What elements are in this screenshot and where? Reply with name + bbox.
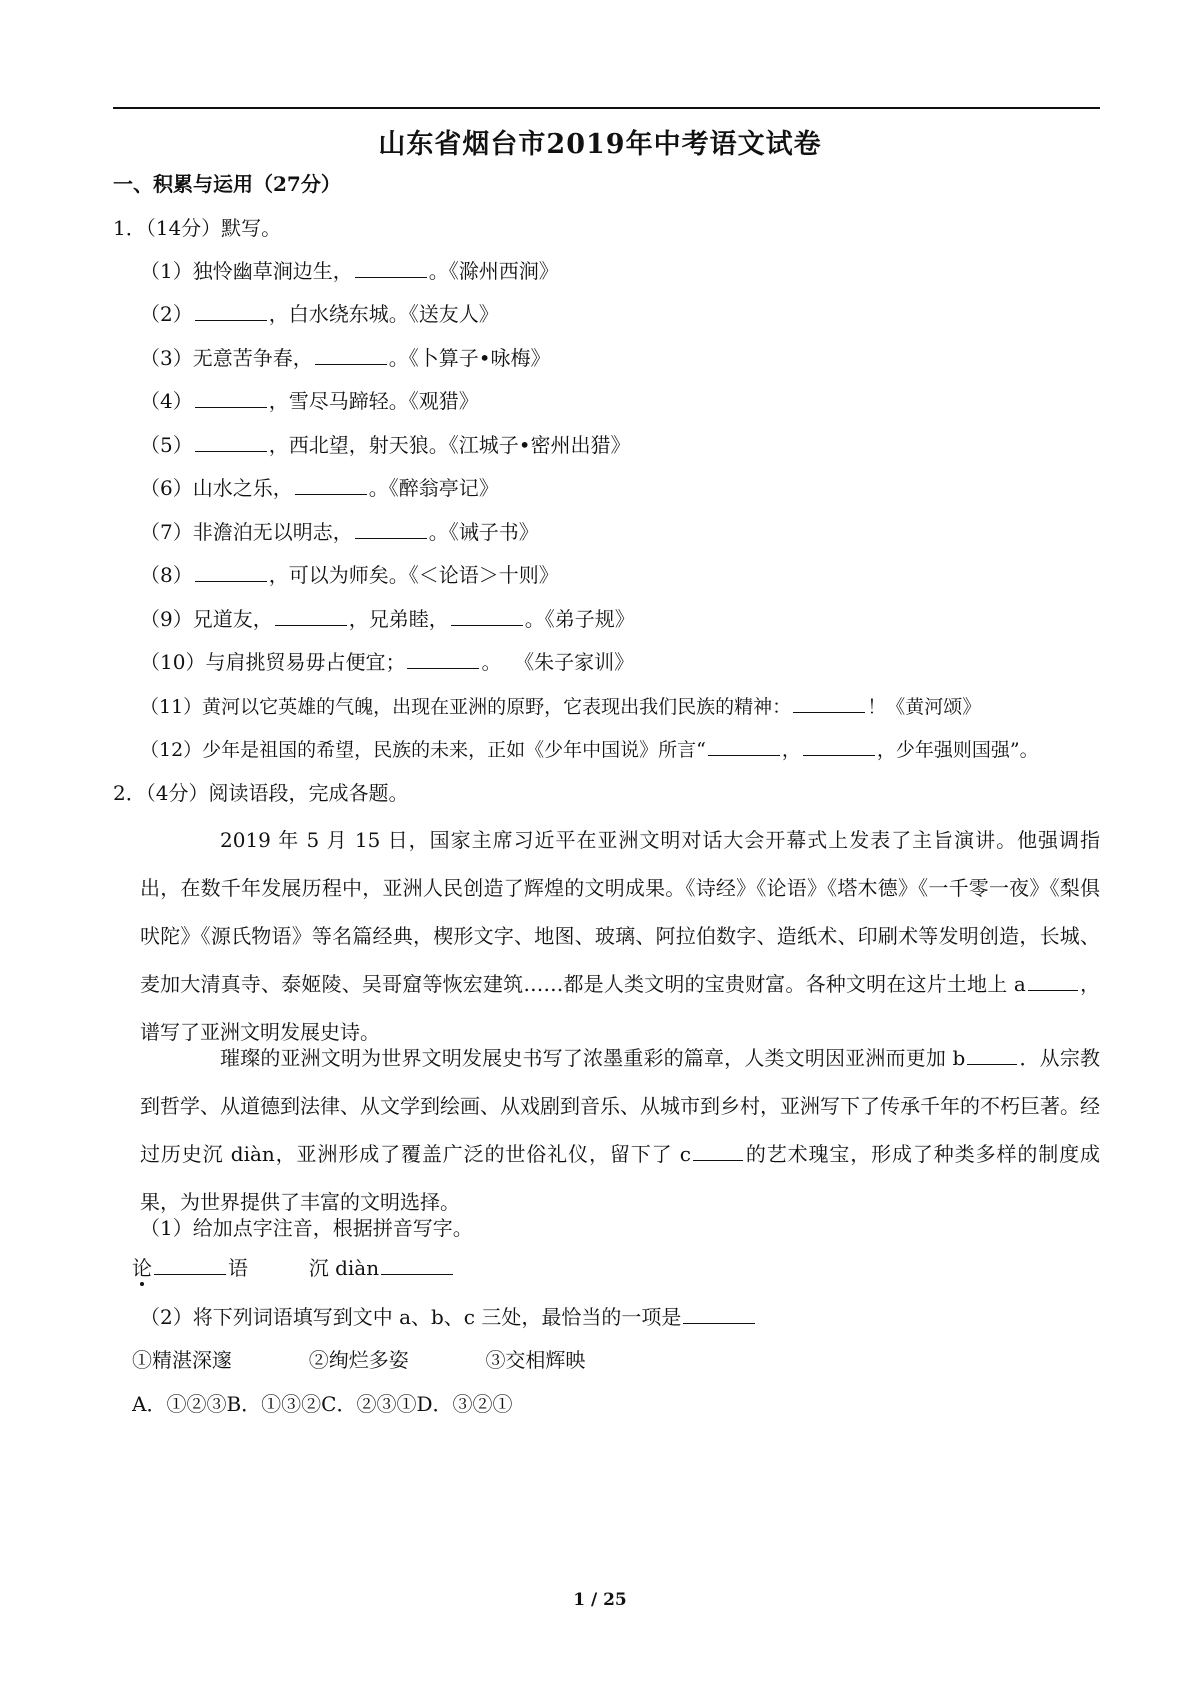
answer-blank[interactable] [355,257,427,278]
answer-blank[interactable] [154,1254,226,1275]
answer-blank[interactable] [275,605,347,626]
list-item: （12）少年是祖国的希望，民族的未来，正如《少年中国说》所言“ ， ，少年强则国强”。 [140,735,1039,764]
list-item: （7）非澹泊无以明志， 。《诫子书》 [140,520,539,544]
list-item: （3）无意苦争春， 。《卜算子•咏梅》 [140,346,551,370]
page-title: 山东省烟台市2019年中考语文试卷 [378,129,822,160]
answer-blank[interactable] [967,1044,1017,1065]
list-item: （2） ，白水绕东城。《送友人》 [140,302,499,326]
reading-paragraph-2: 璀璨的亚洲文明为世界文明发展史书写了浓墨重彩的篇章，人类文明因亚洲而更加 b ．从宗教到哲学、从道德到法律、从文学到绘画、从戏剧到音乐、从城市到乡村，亚洲写下了传承千年的不朽巨著。经过历史沉 diàn，亚洲形成了覆盖广泛的世俗礼仪，留下了 c 的艺术瑰宝，形成了种类多样的制度成果，为世界提供了丰富的文明选择。 [140,1046,1101,1214]
answer-blank[interactable] [355,518,427,539]
reading-paragraph-1: 2019 年 5 月 15 日，国家主席习近平在亚洲文明对话大会开幕式上发表了主旨演讲。他强调指出，在数千年发展历程中，亚洲人民创造了辉煌的文明成果。《诗经》《论语》《塔木德》《一千零一夜》《梨俱吠陀》《源氏物语》等名篇经典，楔形文字、地图、玻璃、阿拉伯数字、造纸术、印刷术等发明创造，长城、麦加大清真寺、泰姬陵、吴哥窟等恢宏建筑……都是人类文明的宝贵财富。各种文明在这片土地上 a ，谱写了亚洲文明发展史诗。 [140,828,1101,1044]
answer-blank[interactable] [315,344,387,365]
header-rule [113,107,1100,109]
word-option: ②绚烂多姿 [308,1348,409,1372]
answer-blank[interactable] [708,735,780,756]
section-heading: 一、积累与运用（27分） [113,172,341,196]
q2-stem: 2．（4分）阅读语段，完成各题。 [113,781,409,805]
answer-blank[interactable] [195,431,267,452]
answer-blank[interactable] [1028,970,1078,991]
list-item: （9）兄道友， ，兄弟睦， 。《弟子规》 [140,607,635,631]
list-item: （11）黄河以它英雄的气魄，出现在亚洲的原野，它表现出我们民族的精神： ！《黄河颂》 [140,692,981,721]
list-item: （6）山水之乐， 。《醉翁亭记》 [140,476,499,500]
page-number: 1 / 25 [573,1590,627,1610]
list-item: （8） ，可以为师矣。《＜论语＞十则》 [140,563,559,587]
answer-blank[interactable] [195,561,267,582]
sub-question-1: （1）给加点字注音，根据拼音写字。 [140,1216,473,1240]
answer-blank[interactable] [683,1303,755,1324]
answer-blank[interactable] [195,387,267,408]
list-item: （1）独怜幽草涧边生， 。《滁州西涧》 [140,259,559,283]
answer-blank[interactable] [195,300,267,321]
list-item: （10）与肩挑贸易毋占便宜； 。 《朱子家训》 [140,650,635,674]
word-option: ①精湛深邃 [132,1348,232,1372]
answer-blank[interactable] [407,648,479,669]
word-option: ③交相辉映 [485,1348,586,1372]
pinyin-row: 论 语 沉 diàn [132,1254,455,1282]
answer-choices: A．①②③B．①③②C．②③①D．③②① [132,1392,513,1416]
answer-blank[interactable] [803,735,875,756]
sub-question-2: （2）将下列词语填写到文中 a、b、c 三处，最恰当的一项是 [140,1303,757,1331]
answer-blank[interactable] [451,605,523,626]
word-bank [132,1346,585,1374]
list-item: （4） ，雪尽马蹄轻。《观猎》 [140,389,479,413]
answer-blank[interactable] [693,1140,743,1161]
answer-blank[interactable] [295,474,367,495]
answer-blank[interactable] [793,692,865,713]
list-item: （5） ，西北望，射天狼。《江城子•密州出猎》 [140,433,631,457]
dotted-char: 论 [132,1256,152,1280]
q1-stem: 1．（14分）默写。 [113,216,282,240]
answer-blank[interactable] [381,1254,453,1275]
